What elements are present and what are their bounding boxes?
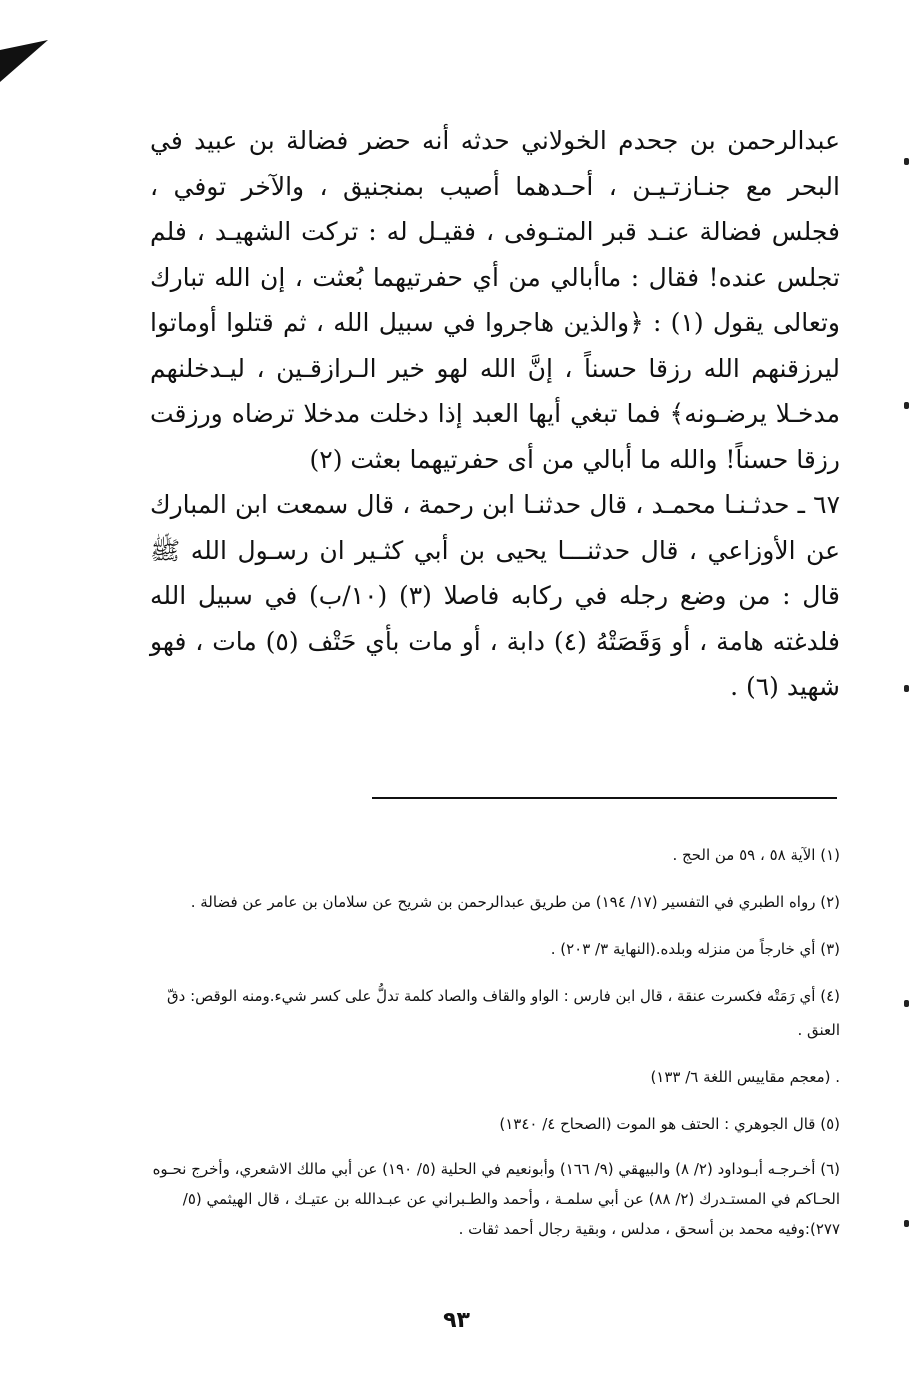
paragraph-hadith-67: ٦٧ ـ حدثـنـا محمـد ، قال حدثنـا ابن رحمة ، قال سمعت ابن المبارك عن الأوزاعي ، قال حدثنـــا يحيى بن أبي كثـير ان رسـول الله ﷺ قال : من وضع رجله في ركابه فاصلا (٣) (١٠/ب) في سبيل الله فلدغته هامة ، أو وَقَصَتْهُ (٤) دابة ، أو مات بأي حَتْف (٥) مات ، فهو شهيد (٦) . <box>150 490 840 701</box>
footnote-separator <box>372 797 837 799</box>
margin-mark <box>904 1220 909 1227</box>
page-number: ٩٣ <box>443 1308 470 1333</box>
footnote-6: (٦) أخـرجـه أبـوداود (٢/ ٨) والبيهقي (٩/ ١٦٦) وأبونعيم في الحلية (٥/ ١٩٠) عن أبي مالك الاشعري، وأخرج نحـوه الحـاكم في المستـدرك (٢/ ٨٨) عن أبي سلمـة ، وأحمد والطـبراني عن عبـدالله بن عتيـك ، قال الهيثمي (٥/ ٢٧٧):وفيه محمد بن أسحق ، مدلس ، وبقية رجال أحمد ثقات . <box>152 1160 840 1238</box>
footnote-2: (٢) رواه الطبري في التفسير (١٧/ ١٩٤) من طريق عبدالرحمن بن شريح عن سلامان بن عامر عن فضالة . <box>190 893 840 911</box>
margin-mark <box>904 1000 909 1007</box>
main-text <box>150 118 840 710</box>
margin-mark <box>904 685 909 692</box>
footnote-5: (٥) قال الجوهري : الحتف هو الموت (الصحاح ٤/ ١٣٤٠) <box>499 1115 840 1133</box>
paragraph-narration: عبدالرحمن بن جحدم الخولاني حدثه أنه حضر فضالة بن عبيد في البحر مع جنـازتـيـن ، أحـدهما أصيب بمنجنيق ، والآخر توفي ، فجلس فضالة عنـد قبر المتـوفى ، فقيـل له : تركت الشهيـد ، فلم تجلس عنده! فقال : ماأبالي من أي حفرتيهما بُعثت ، إن الله تبارك وتعالى يقول (١) : ﴿والذين هاجروا في سبيل الله ، ثم قتلوا أوماتوا ليرزقنهم الله رزقا حسناً ، إنَّ الله لهو خير الـرازقـين ، ليـدخلنهم مدخـلا يرضـونه﴾ فما تبغي أيها العبد إذا دخلت مدخلا ترضاه ورزقت رزقا حسناً! والله ما أبالي من أى حفرتيهما بعثت (٢) <box>150 126 841 474</box>
footnote-4-source: . (معجم مقاييس اللغة ٦/ ١٣٣) <box>650 1068 840 1086</box>
footnote-1: (١) الآية ٥٨ ، ٥٩ من الحج . <box>672 846 840 864</box>
margin-mark <box>904 158 909 165</box>
margin-mark <box>904 402 909 409</box>
footnote-4: (٤) أي رَمَتْه فكسرت عنقة ، قال ابن فارس : الواو والقاف والصاد كلمة تدلُّ على كسر شيء.ومنه الوقص: دقّ العنق . <box>166 987 840 1039</box>
footnote-3: (٣) أي خارجاً من منزله وبلده.(النهاية ٣/ ٢٠٣) . <box>550 940 840 958</box>
footnotes <box>150 838 840 1244</box>
